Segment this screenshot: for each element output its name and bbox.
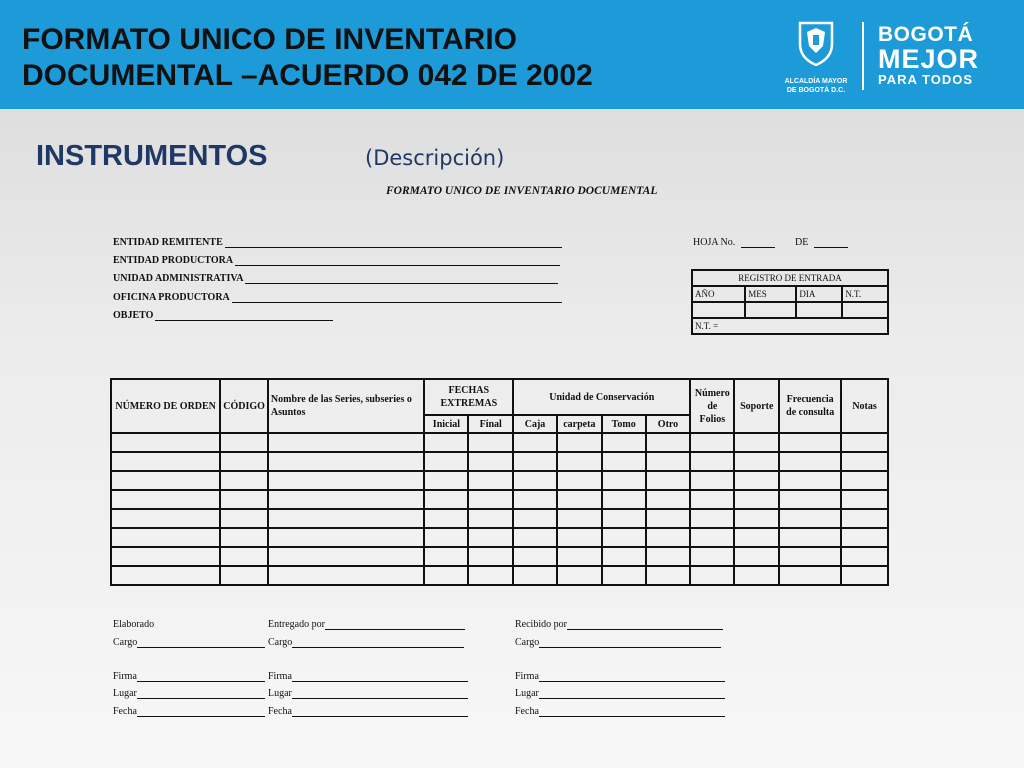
table-cell <box>646 566 691 585</box>
table-cell <box>779 452 841 471</box>
sig-label: Lugar <box>113 688 137 699</box>
table-cell <box>468 566 513 585</box>
table-cell <box>602 452 646 471</box>
section-title: INSTRUMENTOS <box>36 140 268 172</box>
form-title: FORMATO UNICO DE INVENTARIO DOCUMENTAL <box>386 185 658 197</box>
sig-label: Fecha <box>515 706 539 717</box>
field-label: ENTIDAD REMITENTE <box>113 237 223 248</box>
col-frecuencia: Frecuencia de consulta <box>779 379 841 433</box>
slide-title-line1: FORMATO UNICO DE INVENTARIO <box>22 23 517 56</box>
table-cell <box>557 547 602 566</box>
table-cell <box>646 547 691 566</box>
table-cell <box>468 528 513 547</box>
col-notas: Notas <box>841 379 888 433</box>
table-cell <box>424 433 468 452</box>
table-cell <box>779 471 841 490</box>
table-cell <box>690 528 734 547</box>
field-label: UNIDAD ADMINISTRATIVA <box>113 273 244 284</box>
fill-line <box>225 238 562 248</box>
table-cell <box>268 433 425 452</box>
fill-line <box>741 238 775 248</box>
table-cell <box>734 566 779 585</box>
fill-line <box>292 707 468 717</box>
sig-label: Recibido por <box>515 619 567 630</box>
field-entidad-productora <box>113 255 560 266</box>
table-body <box>111 433 888 585</box>
col-final: Final <box>468 415 513 433</box>
fill-line <box>137 689 265 699</box>
registro-entrada-table <box>691 269 889 335</box>
table-cell <box>468 471 513 490</box>
col-numero-folios: Número de Folios <box>690 379 734 433</box>
table-cell <box>557 566 602 585</box>
table-cell <box>220 566 268 585</box>
table-cell <box>220 471 268 490</box>
table-cell <box>841 566 888 585</box>
col-soporte: Soporte <box>734 379 779 433</box>
table-cell <box>424 452 468 471</box>
registro-col: AÑO <box>692 286 745 302</box>
table-row <box>111 566 888 585</box>
table-cell <box>468 509 513 528</box>
table-cell <box>602 509 646 528</box>
table-row <box>111 547 888 566</box>
table-cell <box>220 547 268 566</box>
table-cell <box>424 547 468 566</box>
sig-lugar-2 <box>268 688 468 699</box>
registro-col: DIA <box>796 286 842 302</box>
brand-line-3: PARA TODOS <box>878 72 973 87</box>
table-cell <box>111 452 220 471</box>
fill-line <box>245 274 558 284</box>
table-cell <box>734 547 779 566</box>
table-cell <box>513 433 557 452</box>
table-cell <box>468 452 513 471</box>
table-cell <box>602 471 646 490</box>
sig-label: Firma <box>268 671 292 682</box>
table-cell <box>779 433 841 452</box>
fill-line <box>325 620 465 630</box>
fill-line <box>539 689 725 699</box>
alcaldia-label-2: DE BOGOTÁ D.C. <box>786 87 846 94</box>
registro-title: REGISTRO DE ENTRADA <box>692 270 888 286</box>
sig-label: Entregado por <box>268 619 325 630</box>
fill-line <box>539 672 725 682</box>
table-cell <box>557 490 602 509</box>
de-label: DE <box>795 237 809 248</box>
table-cell <box>690 471 734 490</box>
sig-cargo-1 <box>113 637 265 648</box>
sig-label: Lugar <box>515 688 539 699</box>
sig-elaborado: Elaborado <box>113 619 155 630</box>
table-cell <box>734 433 779 452</box>
table-cell <box>268 471 425 490</box>
table-row <box>111 528 888 547</box>
sig-label: Firma <box>113 671 137 682</box>
section-subtitle: (Descripción) <box>365 146 505 170</box>
table-row <box>111 452 888 471</box>
table-cell <box>646 509 691 528</box>
sig-label: Firma <box>515 671 539 682</box>
table-cell <box>841 471 888 490</box>
field-label: ENTIDAD PRODUCTORA <box>113 255 234 266</box>
col-tomo: Tomo <box>602 415 646 433</box>
table-cell <box>268 547 425 566</box>
table-cell <box>513 471 557 490</box>
table-cell <box>646 433 691 452</box>
brand-line-1: BOGOTÁ <box>878 23 974 46</box>
table-cell <box>602 547 646 566</box>
table-cell <box>111 566 220 585</box>
sig-recibido <box>515 619 723 630</box>
table-cell <box>646 471 691 490</box>
table-cell <box>220 452 268 471</box>
registro-col: N.T. <box>842 286 888 302</box>
table-cell <box>779 490 841 509</box>
table-cell <box>690 433 734 452</box>
table-cell <box>841 528 888 547</box>
table-cell <box>734 509 779 528</box>
field-entidad-remitente <box>113 237 562 248</box>
table-cell <box>268 490 425 509</box>
fill-line <box>232 293 562 303</box>
table-cell <box>424 528 468 547</box>
table-cell <box>690 547 734 566</box>
col-carpeta: carpeta <box>557 415 602 433</box>
table-cell <box>734 471 779 490</box>
sig-lugar-3 <box>515 688 725 699</box>
field-label: OFICINA PRODUCTORA <box>113 292 230 303</box>
fill-line <box>567 620 723 630</box>
sig-fecha-3 <box>515 706 725 717</box>
table-cell <box>557 433 602 452</box>
fill-line <box>137 672 265 682</box>
table-cell <box>690 509 734 528</box>
table-cell <box>602 566 646 585</box>
fill-line <box>137 638 265 648</box>
field-unidad-administrativa <box>113 273 558 284</box>
table-cell <box>268 509 425 528</box>
table-cell <box>111 547 220 566</box>
table-cell <box>513 490 557 509</box>
table-cell <box>841 433 888 452</box>
hoja-de <box>795 237 848 248</box>
table-cell <box>111 528 220 547</box>
table-cell <box>690 452 734 471</box>
table-cell <box>646 452 691 471</box>
fill-line <box>292 672 468 682</box>
fill-line <box>137 707 265 717</box>
table-cell <box>513 509 557 528</box>
table-cell <box>268 566 425 585</box>
fill-line <box>292 689 468 699</box>
registro-cell <box>692 302 745 318</box>
table-cell <box>779 566 841 585</box>
table-cell <box>220 509 268 528</box>
table-cell <box>513 547 557 566</box>
table-cell <box>424 566 468 585</box>
table-cell <box>602 433 646 452</box>
table-cell <box>111 490 220 509</box>
slide-title-line2: DOCUMENTAL –ACUERDO 042 DE 2002 <box>22 59 593 92</box>
sig-label: Fecha <box>268 706 292 717</box>
sig-label: Cargo <box>515 637 540 648</box>
table-cell <box>841 452 888 471</box>
table-cell <box>557 471 602 490</box>
brand-line-2: MEJOR <box>878 44 980 74</box>
fill-line <box>539 638 721 648</box>
fill-line <box>155 311 333 321</box>
sig-cargo-3 <box>515 637 721 648</box>
table-cell <box>468 547 513 566</box>
sig-entregado <box>268 619 465 630</box>
table-cell <box>220 528 268 547</box>
col-fechas-extremas: FECHAS EXTREMAS <box>424 379 513 415</box>
sig-cargo-2 <box>268 637 464 648</box>
table-cell <box>220 490 268 509</box>
col-series: Nombre de las Series, subseries o Asuntos <box>268 379 425 433</box>
sig-label: Cargo <box>113 637 138 648</box>
table-cell <box>841 490 888 509</box>
fill-line <box>235 256 560 266</box>
sig-firma-3 <box>515 671 725 682</box>
sig-fecha-1 <box>113 706 265 717</box>
fill-line <box>292 638 464 648</box>
col-unidad-conservacion: Unidad de Conservación <box>513 379 690 415</box>
table-cell <box>424 471 468 490</box>
table-cell <box>513 452 557 471</box>
table-cell <box>557 528 602 547</box>
table-cell <box>841 547 888 566</box>
col-inicial: Inicial <box>424 415 468 433</box>
table-cell <box>468 490 513 509</box>
hoja-label: HOJA No. <box>693 237 736 248</box>
table-cell <box>268 452 425 471</box>
table-cell <box>602 490 646 509</box>
registro-cell <box>796 302 842 318</box>
sig-fecha-2 <box>268 706 468 717</box>
table-cell <box>646 528 691 547</box>
table-row <box>111 490 888 509</box>
col-otro: Otro <box>646 415 691 433</box>
table-cell <box>111 433 220 452</box>
sig-label: Cargo <box>268 637 293 648</box>
sig-firma-1 <box>113 671 265 682</box>
fill-line <box>814 238 848 248</box>
registro-nt: N.T. = <box>692 318 888 334</box>
table-cell <box>557 452 602 471</box>
table-cell <box>690 490 734 509</box>
registro-col: MES <box>745 286 796 302</box>
table-cell <box>734 490 779 509</box>
table-cell <box>557 509 602 528</box>
sig-label: Lugar <box>268 688 292 699</box>
field-objeto <box>113 310 333 321</box>
sig-firma-2 <box>268 671 468 682</box>
sig-label: Fecha <box>113 706 137 717</box>
inventory-table <box>110 378 889 586</box>
fill-line <box>539 707 725 717</box>
table-cell <box>690 566 734 585</box>
sig-lugar-1 <box>113 688 265 699</box>
table-cell <box>220 433 268 452</box>
table-row <box>111 433 888 452</box>
registro-cell <box>842 302 888 318</box>
table-cell <box>424 490 468 509</box>
table-cell <box>779 528 841 547</box>
table-cell <box>779 509 841 528</box>
registro-cell <box>745 302 796 318</box>
table-cell <box>268 528 425 547</box>
table-row <box>111 509 888 528</box>
table-cell <box>779 547 841 566</box>
field-oficina-productora <box>113 292 562 303</box>
table-cell <box>468 433 513 452</box>
table-cell <box>111 509 220 528</box>
col-caja: Caja <box>513 415 557 433</box>
table-cell <box>734 528 779 547</box>
col-numero-orden: NÚMERO DE ORDEN <box>111 379 220 433</box>
field-label: OBJETO <box>113 310 154 321</box>
table-row <box>111 471 888 490</box>
table-cell <box>841 509 888 528</box>
table-cell <box>513 528 557 547</box>
table-cell <box>424 509 468 528</box>
hoja-no <box>693 237 775 248</box>
table-cell <box>602 528 646 547</box>
table-cell <box>111 471 220 490</box>
col-codigo: CÓDIGO <box>220 379 268 433</box>
table-cell <box>734 452 779 471</box>
table-cell <box>513 566 557 585</box>
alcaldia-label-1: ALCALDÍA MAYOR <box>784 78 848 85</box>
table-cell <box>646 490 691 509</box>
